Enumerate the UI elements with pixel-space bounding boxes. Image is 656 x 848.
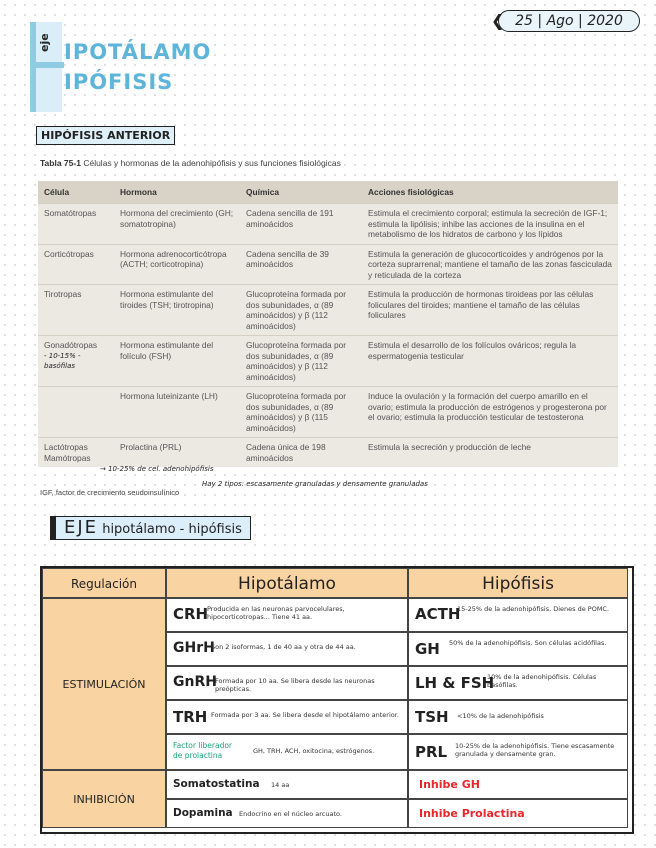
hormone-note: 10-25% de la adenohipófisis. Tiene escasamente granulada y densamente gran.: [455, 742, 615, 758]
hormone-note: Son 2 isoformas, 1 de 40 aa y otra de 44 aa.: [211, 643, 356, 651]
cell-acciones: Estimula la producción de hormonas tiroideas por las células foliculares del tiroides; mantiene el tamaño de las células foliculares: [362, 285, 618, 336]
hormone-note: 14 aa: [271, 781, 290, 789]
header-hipotalamo: Hipotálamo: [166, 568, 408, 598]
hormone-gnrh: GnRH: [173, 674, 217, 690]
cell-acciones: Induce la ovulación y la formación del cuerpo amarillo en el ovario; estimula la producción de estrógenos y progesterona por el ovario; estimula la producción testicular de testosterona: [362, 387, 618, 438]
section-heading-anterior: HIPÓFISIS ANTERIOR: [36, 126, 175, 145]
chevron-left-icon: ❮: [491, 11, 505, 30]
hormone-note: 50% de la adenohipófisis. Son células acidófilas.: [449, 639, 607, 647]
hormone-lh-fsh: LH & FSH: [415, 674, 495, 692]
cell-quimica: Glucoproteína formada por dos subunidades, α (89 aminoácidos) y β (112 aminoácidos): [240, 285, 362, 336]
hormone-note: Producida en las neuronas parvocelulares, hipocorticotropas... Tiene 41 aa.: [207, 605, 345, 621]
handwritten-note: → 10-25% de cel. adenohipófisis: [100, 465, 214, 473]
col-header: Acciones fisiológicas: [362, 181, 618, 204]
cell-acciones: Estimula el crecimiento corporal; estimula la secreción de IGF-1; estimula la lipólisis; inhibe las acciones de la insulina en el metabolismo de los hidratos de carbono y los lípidos: [362, 204, 618, 245]
hormone-note: Endocrino en el núcleo arcuato.: [239, 810, 342, 818]
title-hipotalamo: IPOTÁLAMO: [64, 40, 212, 64]
table-row: [38, 244, 618, 285]
cell-hormona: Hormona estimulante del folículo (FSH): [114, 336, 240, 387]
hormone-ghrh: GHrH: [173, 640, 215, 656]
hormone-acth: ACTH: [415, 605, 461, 623]
group-inhibicion: INHIBICIÓN: [42, 770, 166, 828]
cell-acciones: Estimula la generación de glucocorticoides y andrógenos por la corteza suprarrenal; mantiene el tamaño de las zonas fasciculada y reticulada de la corteza: [362, 244, 618, 285]
date-badge: [491, 10, 640, 32]
handwritten-note: - 10-15% - basófilas: [44, 351, 81, 370]
cell-acciones: Estimula el desarrollo de los folículos ováricos; regula la espermatogenia testicular: [362, 336, 618, 387]
pit-row: [408, 770, 628, 799]
cell-celula-text: Gonadótropas: [44, 340, 98, 350]
hormone-trh: TRH: [173, 708, 208, 726]
eje-heading-big: EJE: [64, 517, 99, 538]
cell-hormona: Hormona luteinizante (LH): [114, 387, 240, 438]
cell-quimica: Glucoproteína formada por dos subunidades, α (89 aminoácidos) y β (115 aminoácidos): [240, 387, 362, 438]
eje-label: eje: [38, 33, 51, 52]
pit-row: [408, 632, 628, 666]
cell-celula: Tirotropas: [38, 285, 114, 336]
cell-acciones: Estimula la secreción y producción de leche: [362, 438, 618, 468]
cell-quimica: Cadena única de 198 aminoácidos: [240, 438, 362, 468]
cell-celula: [38, 336, 114, 387]
cell-hormona: Prolactina (PRL): [114, 438, 240, 468]
hormone-gh: GH: [415, 640, 440, 658]
col-header: Química: [240, 181, 362, 204]
table-row: [38, 336, 618, 387]
hormone-tsh: TSH: [415, 708, 449, 726]
pit-row: [408, 666, 628, 700]
adenohypophysis-table: [38, 181, 618, 467]
cell-celula: Corticótropas: [38, 244, 114, 285]
hipo-row: [166, 598, 408, 632]
effect-inhibe-gh: Inhibe GH: [419, 778, 480, 791]
hormone-note: Formada por 10 aa. Se libera desde las neuronas preópticas.: [215, 677, 375, 693]
hormone-note: <10% de la adenohipófisis: [457, 712, 544, 720]
header-regulacion: Regulación: [42, 568, 166, 598]
cell-celula: [38, 387, 114, 438]
table-caption: [40, 158, 341, 168]
cell-hormona: Hormona del crecimiento (GH; somatotropina): [114, 204, 240, 245]
group-estimulacion: ESTIMULACIÓN: [42, 598, 166, 770]
effect-inhibe-prolactina: Inhibe Prolactina: [419, 807, 525, 820]
pit-row: [408, 598, 628, 632]
hipo-row: [166, 632, 408, 666]
date-text: 25 | Ago | 2020: [515, 13, 623, 29]
hormone-crh: CRH: [173, 605, 209, 623]
hipo-row: [166, 666, 408, 700]
table-caption-label: Tabla 75-1: [40, 158, 81, 168]
eje-heading: [50, 516, 251, 540]
hormone-somatostatina: Somatostatina: [173, 778, 260, 790]
col-header: Hormona: [114, 181, 240, 204]
hormone-note: GH, TRH, ACH, oxitocina, estrógenos.: [253, 747, 375, 755]
cell-quimica: Cadena sencilla de 39 aminoácidos: [240, 244, 362, 285]
table-row: [38, 438, 618, 468]
table-row: [38, 285, 618, 336]
cell-quimica: Cadena sencilla de 191 aminoácidos: [240, 204, 362, 245]
pit-row: [408, 799, 628, 828]
hipo-row: [166, 799, 408, 828]
cell-quimica: Glucoproteína formada por dos subunidades, α (89 aminoácidos) y β (112 aminoácidos): [240, 336, 362, 387]
cell-celula: Somatótropas: [38, 204, 114, 245]
table-caption-text: Células y hormonas de la adenohipófisis y sus funciones fisiológicas: [83, 158, 341, 168]
hipo-row: [166, 770, 408, 799]
hormone-dopamina: Dopamina: [173, 807, 233, 819]
eje-heading-rest: hipotálamo - hipófisis: [102, 522, 242, 537]
cell-hormona: Hormona adrenocorticótropa (ACTH; corticotropina): [114, 244, 240, 285]
hormone-note: Formada por 3 aa. Se libera desde el hipotálamo anterior.: [211, 711, 399, 719]
handwritten-note: Hay 2 tipos: escasamente granuladas y densamente granuladas: [202, 480, 428, 488]
table-footnote: IGF, factor de crecimiento seudoinsulínico: [40, 488, 180, 497]
col-header: Célula: [38, 181, 114, 204]
hormone-note: 10% de la adenohipófisis. Células basófilas.: [487, 673, 597, 689]
cell-celula: Lactótropas Mamótropas: [38, 438, 114, 468]
table-row: [38, 387, 618, 438]
hormone-note: 15-25% de la adenohipófisis. Dienes de POMC.: [457, 605, 610, 613]
pit-row: [408, 734, 628, 770]
hipo-row: [166, 734, 408, 770]
table-row: [38, 204, 618, 245]
cell-hormona: Hormona estimulante del tiroides (TSH; tirotropina): [114, 285, 240, 336]
hipo-row: [166, 700, 408, 734]
regulation-table: [40, 566, 634, 834]
title-hipofisis: IPÓFISIS: [64, 70, 174, 94]
pit-row: [408, 700, 628, 734]
header-hipofisis: Hipófisis: [408, 568, 628, 598]
hormone-prf: Factor liberador de prolactina: [173, 741, 232, 760]
hormone-prl: PRL: [415, 743, 448, 761]
